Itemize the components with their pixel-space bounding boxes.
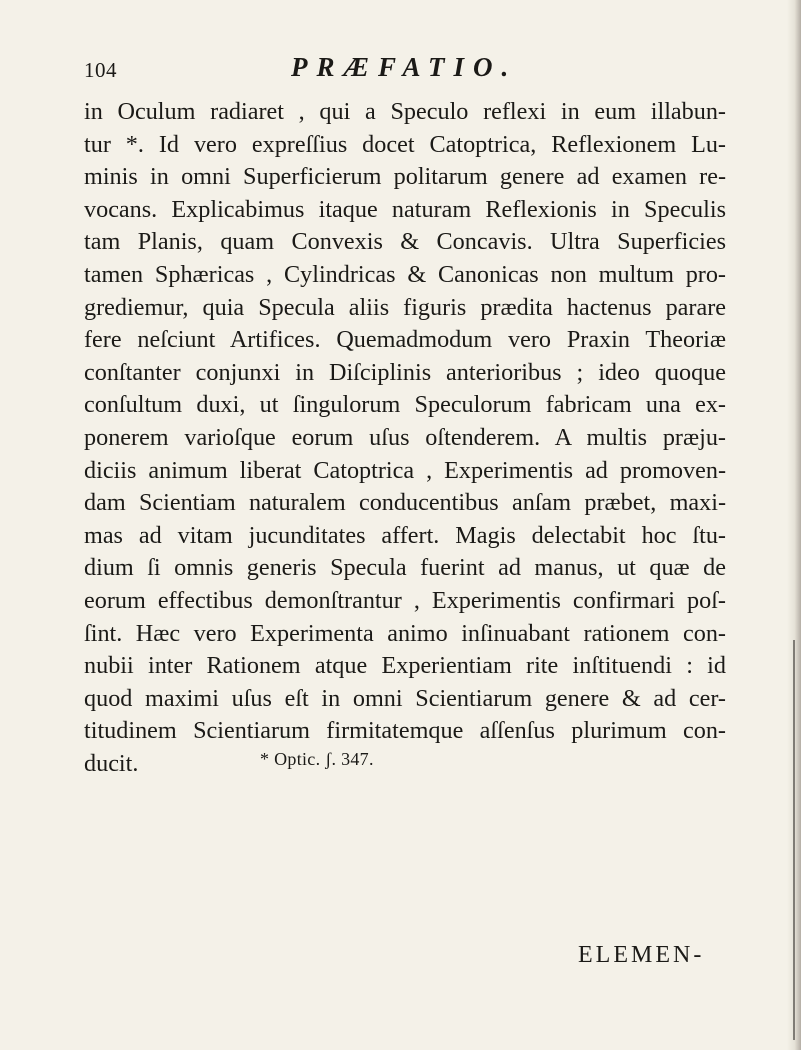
text-line: vocans. Explicabimus itaque naturam Reflexionis in Speculis (84, 195, 726, 223)
page-edge-line (793, 640, 795, 1040)
catchword: ELEMEN- (578, 942, 705, 968)
footnote: * Optic. ʃ. 347. (260, 749, 374, 769)
page-title: PRÆFATIO. (291, 52, 518, 82)
text-line: mas ad vitam jucunditates affert. Magis delectabit hoc ſtu- (84, 521, 726, 549)
text-line: minis in omni Superficierum politarum genere ad examen re- (84, 163, 726, 191)
text-line: conſultum duxi, ut ſingulorum Speculorum fabricam una ex- (84, 391, 726, 419)
text-line: grediemur, quia Specula aliis figuris prædita hactenus parare (84, 293, 726, 321)
text-line: dam Scientiam naturalem conducentibus anſam præbet, maxi- (84, 489, 726, 517)
body-text (84, 96, 726, 780)
text-line: in Oculum radiaret , qui a Speculo reflexi in eum illabun- (84, 98, 726, 125)
text-line: dium ſi omnis generis Specula fuerint ad manus, ut quæ de (84, 554, 726, 582)
text-line: eorum effectibus demonſtrantur , Experimentis confirmari poſ- (84, 586, 726, 614)
text-line: ſint. Hæc vero Experimenta animo inſinuabant rationem con- (84, 619, 726, 647)
text-line: tur *. Id vero expreſſius docet Catoptrica, Reflexionem Lu- (84, 130, 726, 158)
text-line: nubii inter Rationem atque Experientiam rite inſtituendi : id (84, 652, 726, 680)
text-line: titudinem Scientiarum firmitatemque aſſenſus plurimum con- (84, 717, 726, 745)
text-line: conſtanter conjunxi in Diſciplinis anterioribus ; ideo quoque (84, 358, 726, 386)
text-line: fere neſciunt Artifices. Quemadmodum vero Praxin Theoriæ (84, 326, 726, 354)
text-line: tam Planis, quam Convexis & Concavis. Ultra Superficies (84, 228, 726, 256)
text-line: ponerem varioſque eorum uſus oſtenderem. A multis præju- (84, 423, 726, 451)
text-line: ducit. (84, 749, 139, 777)
text-line: tamen Sphæricas , Cylindricas & Canonicas non multum pro- (84, 260, 726, 288)
page-number: 104 (84, 58, 117, 82)
text-line: diciis animum liberat Catoptrica , Experimentis ad promoven- (84, 456, 726, 484)
running-head (84, 52, 724, 88)
text-line: quod maximi uſus eſt in omni Scientiarum genere & ad cer- (84, 684, 726, 712)
